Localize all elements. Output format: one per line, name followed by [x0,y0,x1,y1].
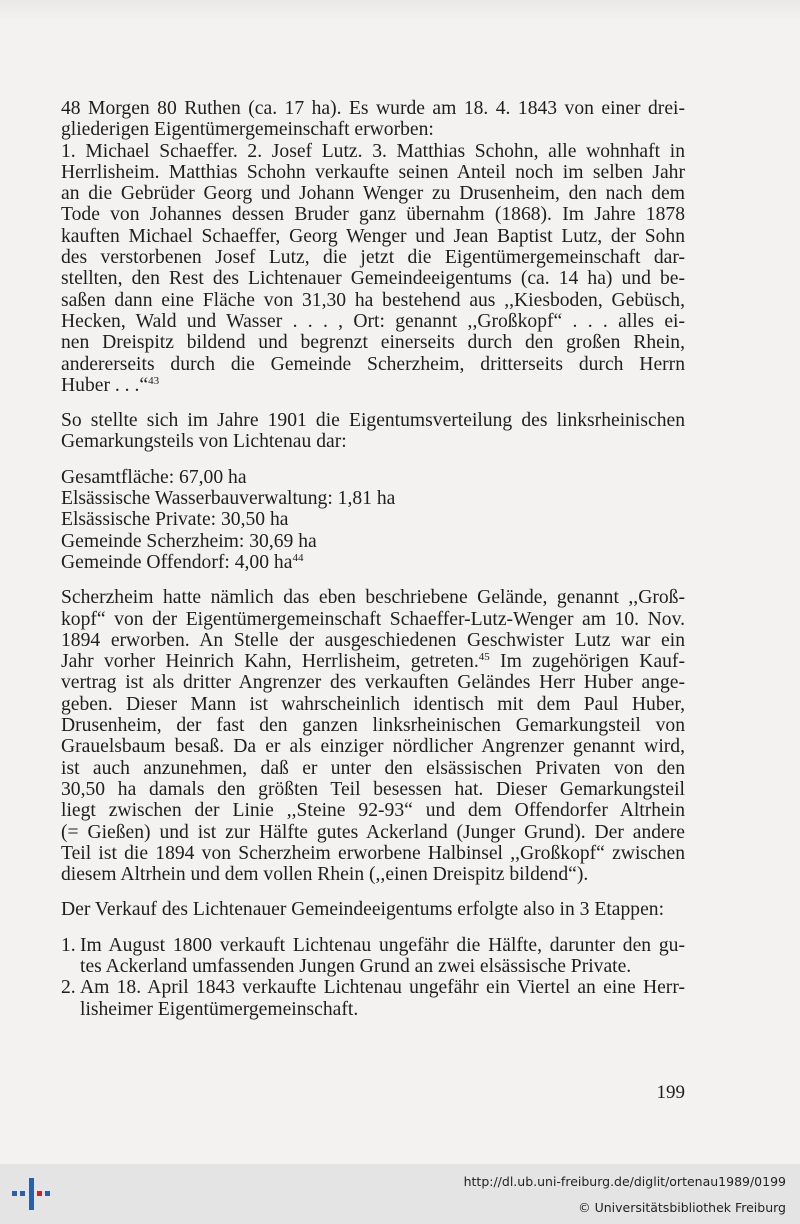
text-line: Scherzheim hatte nämlich das eben beschriebene Gelände, genannt ,,Groß- [61,587,685,609]
text-line: 1. Michael Schaeffer. 2. Josef Lutz. 3. Matthias Schohn, alle wohnhaft in [61,140,685,162]
text-line: 30,50 ha damals den größten Teil besessen hat. Dieser Gemarkungsteil [61,778,685,800]
text-line: (= Gießen) und ist zur Hälfte gutes Ackerland (Junger Grund). Der andere [61,821,685,843]
text-line: diesem Altrhein und dem vollen Rhein (,,einen Dreispitz bildend“). [61,864,589,886]
text-line: 48 Morgen 80 Ruthen (ca. 17 ha). Es wurde am 18. 4. 1843 von einer drei- [61,98,685,119]
text-fragment: Jahr vorher Heinrich Kahn, Herrlisheim, getreten. [61,651,479,673]
text-line: nen Dreispitz bildend und begrenzt einerseits durch den großen Rhein, [61,332,685,354]
text-line: 1894 erworben. An Stelle der ausgeschiedenen Geschwister Lutz war ein [61,629,685,651]
list-number: 1. [61,934,76,956]
area-line: Gesamtfläche: 67,00 ha [61,466,247,488]
footnote-ref: 43 [148,374,160,387]
document-url[interactable]: http://dl.ub.uni-freiburg.de/diglit/ortenau1989/0199 [463,1174,786,1189]
footnote-ref: 44 [292,551,304,564]
text-line: saßen dann eine Fläche von 31,30 ha bestehend aus ,,Kiesboden, Gebüsch, [61,289,685,311]
area-line: Elsässische Private: 30,50 ha [61,509,289,531]
text-line: Gemarkungsteils von Lichtenau dar: [61,431,347,453]
text-line: Der Verkauf des Lichtenauer Gemeindeeigentums erfolgte also in 3 Etappen: [61,899,665,921]
text-line: Drusenheim, der fast den ganzen linksrheinischen Gemarkungsteil von [61,715,685,737]
text-line: kopf“ von der Eigentümergemeinschaft Schaeffer-Lutz-Wenger am 10. Nov. [61,608,685,630]
list-item [61,977,685,1020]
text-fragment: Huber . . .“ [61,374,149,396]
list-item [61,935,685,978]
paragraph-5 [61,899,685,920]
list-number: 2. [61,977,76,999]
text-line: tes Ackerland umfassenden Jungen Grund an zwei elsässische Private. [80,955,632,977]
text-line: stellten, den Rest des Lichtenauer Gemeindeeigentums (ca. 14 ha) und be- [61,268,685,290]
text-line: Tode von Johannes dessen Bruder ganz übernahm (1868). Im Jahre 1878 [61,204,685,226]
paragraph-1 [61,98,685,141]
paragraph-4 [61,587,685,885]
text-line: Teil ist die 1894 von Scherzheim erworbene Halbinsel ,,Großkopf“ zwischen [61,842,685,864]
text-line: liegt zwischen der Linie ,,Steine 92-93“ und dem Offendorfer Altrhein [61,800,685,822]
text-line: So stellte sich im Jahre 1901 die Eigentumsverteilung des linksrheinischen [61,410,685,432]
text-line: kauften Michael Schaeffer, Georg Wenger und Jean Baptist Lutz, der Sohn [61,225,685,247]
paragraph-2 [61,141,685,397]
text-line: geben. Dieser Mann ist wahrscheinlich identisch mit dem Paul Huber, [61,693,685,715]
text-fragment: Gemeinde Offendorf: 4,00 ha [61,551,293,573]
area-line [61,552,685,573]
text-line: Grauelsbaum besaß. Da er als einziger nördlicher Angrenzer genannt wird, [61,736,685,758]
ub-freiburg-logo-icon [10,1172,54,1216]
text-fragment: Im zugehörigen Kauf- [489,651,685,673]
copyright-notice: © Universitätsbibliothek Freiburg [578,1200,786,1215]
area-line: Elsässische Wasserbauverwaltung: 1,81 ha [61,488,396,510]
text-line: lisheimer Eigentümergemeinschaft. [80,998,359,1020]
text-line: vertrag ist als dritter Angrenzer des verkauften Geländes Herr Huber ange- [61,672,685,694]
text-line: an die Gebrüder Georg und Johann Wenger zu Drusenheim, den nach dem [61,183,685,205]
area-list [61,467,685,573]
etappen-list [61,935,685,1020]
text-line: des verstorbenen Josef Lutz, die jetzt die Eigentümergemeinschaft dar- [61,247,685,269]
text-line: andererseits durch die Gemeinde Scherzheim, dritterseits durch Herrn [61,353,685,375]
page-number: 199 [656,1082,685,1103]
viewer-footer [0,1164,800,1224]
text-line: gliederigen Eigentümergemeinschaft erworben: [61,119,434,141]
page-top-shadow [0,0,800,20]
paragraph-3 [61,410,685,453]
text-line [61,375,685,396]
text-line [61,651,685,672]
text-line: Im August 1800 verkauft Lichtenau ungefähr die Hälfte, darunter den gu- [80,934,685,956]
area-line: Gemeinde Scherzheim: 30,69 ha [61,530,317,552]
footnote-ref: 45 [478,651,490,664]
document-body [61,98,685,1020]
text-line: Hecken, Wald und Wasser . . . , Ort: genannt ,,Großkopf“ . . . alles ei- [61,310,685,332]
text-line: ist auch anzunehmen, daß er unter den elsässischen Privaten von den [61,757,685,779]
text-line: Herrlisheim. Matthias Schohn verkaufte seinen Anteil noch im selben Jahr [61,161,685,183]
text-line: Am 18. April 1843 verkaufte Lichtenau ungefähr ein Viertel an eine Herr- [80,977,685,999]
